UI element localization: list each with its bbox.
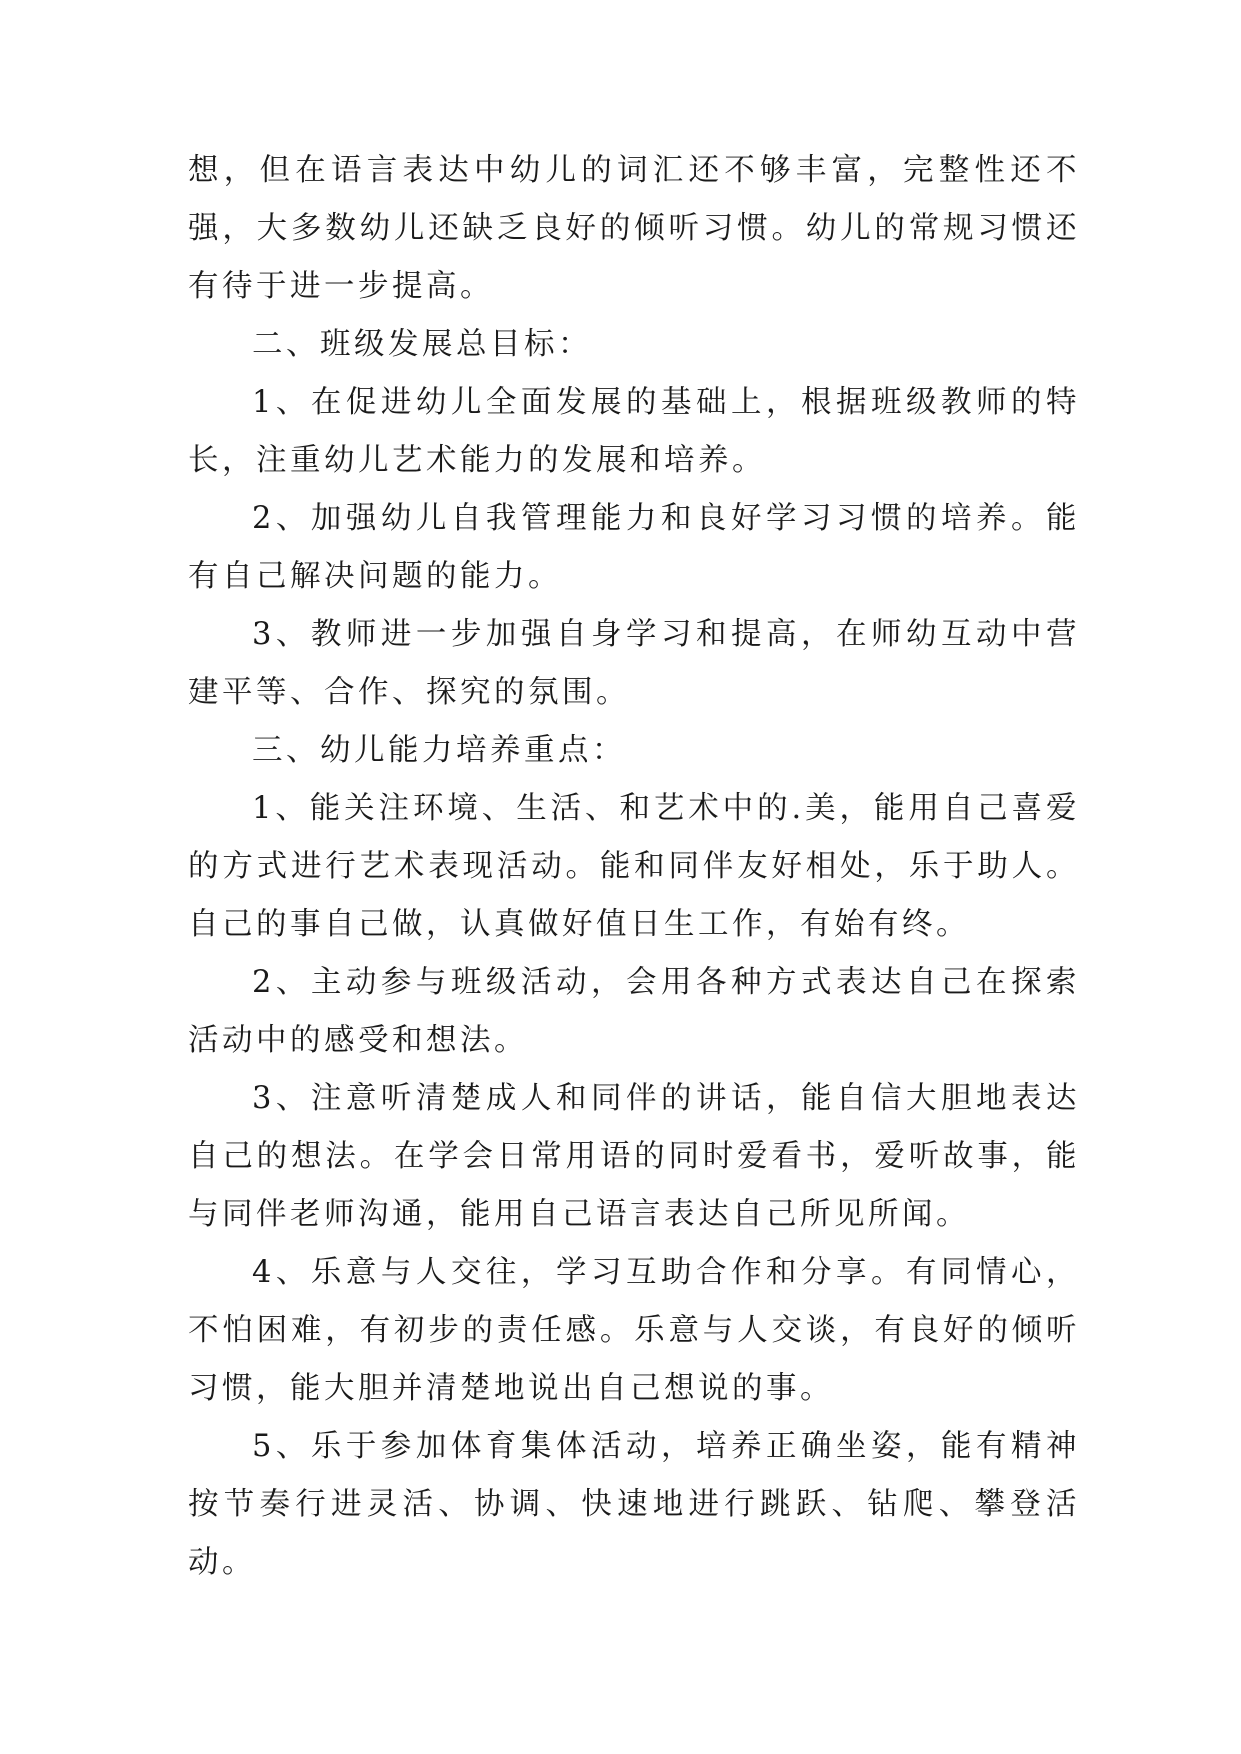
goal-item-3: 3、教师进一步加强自身学习和提高，在师幼互动中营建平等、合作、探究的氛围。 xyxy=(188,617,1080,710)
ability-item-3: 3、注意听清楚成人和同伴的讲话，能自信大胆地表达自己的想法。在学会日常用语的同时爱看书，爱听故事，能与同伴老师沟通，能用自己语言表达自己所见所闻。 xyxy=(188,1081,1080,1232)
ability-item-4: 4、乐意与人交往，学习互助合作和分享。有同情心，不怕困难，有初步的责任感。乐意与人交谈，有良好的倾听习惯，能大胆并清楚地说出自己想说的事。 xyxy=(188,1255,1080,1406)
goal-item-2: 2、加强幼儿自我管理能力和良好学习习惯的培养。能有自己解决问题的能力。 xyxy=(188,501,1080,594)
ability-item-2: 2、主动参与班级活动，会用各种方式表达自己在探索活动中的感受和想法。 xyxy=(188,965,1080,1058)
section-heading-goals: 二、班级发展总目标： xyxy=(252,327,592,362)
paragraph-continuation: 想，但在语言表达中幼儿的词汇还不够丰富，完整性还不强，大多数幼儿还缺乏良好的倾听习惯。幼儿的常规习惯还有待于进一步提高。 xyxy=(188,153,1080,304)
ability-item-5: 5、乐于参加体育集体活动，培养正确坐姿，能有精神按节奏行进灵活、协调、快速地进行跳跃、钻爬、攀登活动。 xyxy=(188,1429,1080,1580)
ability-item-1: 1、能关注环境、生活、和艺术中的.美，能用自己喜爱的方式进行艺术表现活动。能和同伴友好相处，乐于助人。自己的事自己做，认真做好值日生工作，有始有终。 xyxy=(188,791,1080,942)
goal-item-1: 1、在促进幼儿全面发展的基础上，根据班级教师的特长，注重幼儿艺术能力的发展和培养。 xyxy=(188,385,1080,478)
document-page xyxy=(188,142,1080,1592)
section-heading-abilities: 三、幼儿能力培养重点： xyxy=(252,733,626,768)
